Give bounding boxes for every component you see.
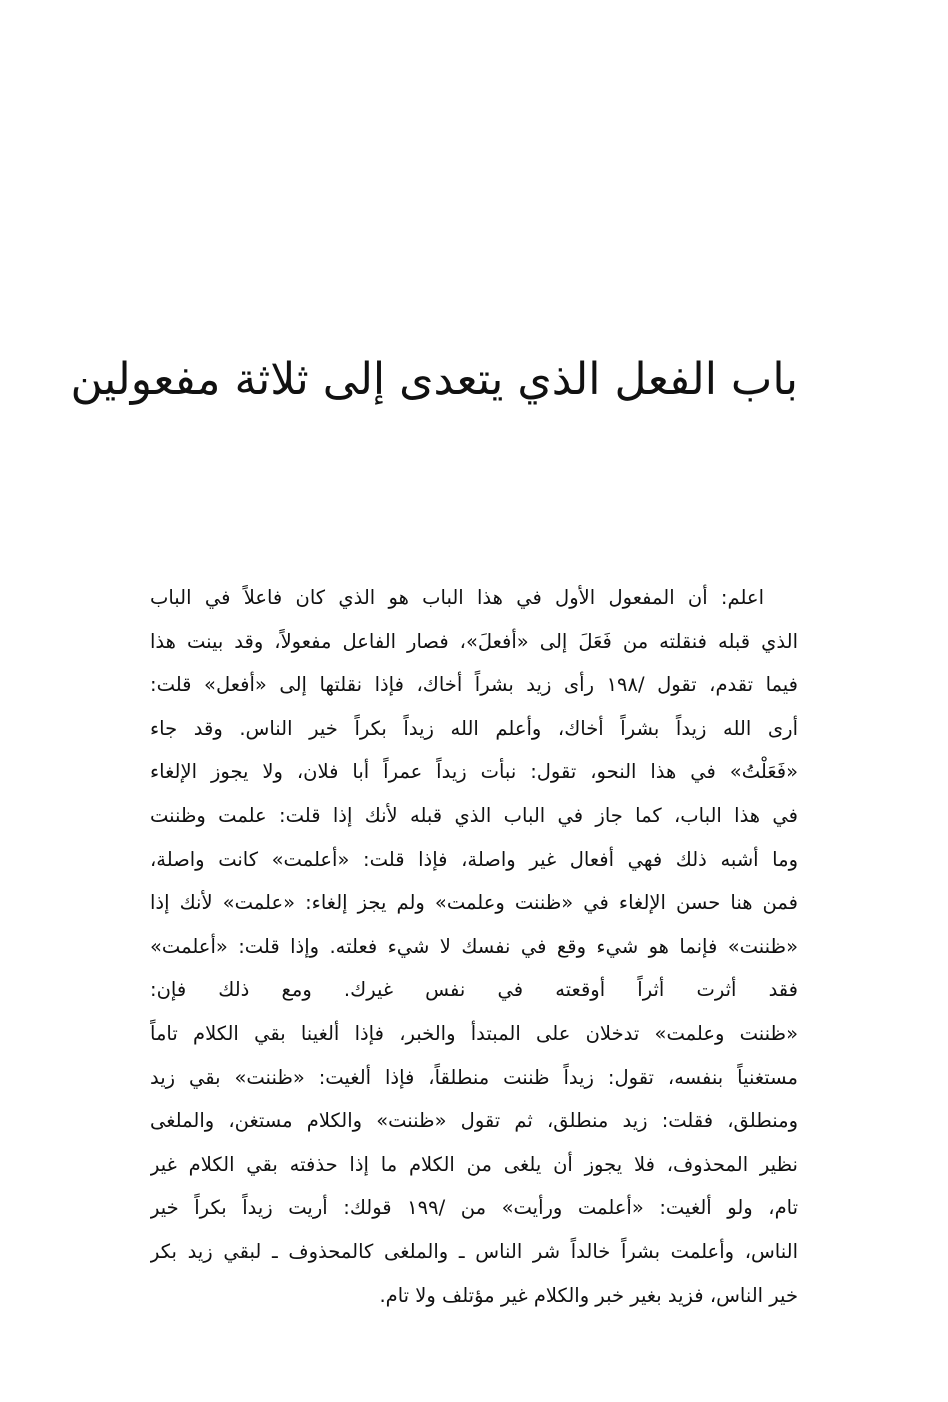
body-paragraph <box>150 576 798 1317</box>
text-line: خير الناس، فزيد بغير خبر والكلام غير مؤتلف ولا تام. <box>379 1283 798 1307</box>
text-line: «فَعَلْتُ» في هذا النحو، تقول: نبأت زيداً عمراً أبا فلان، ولا يجوز الإلغاء <box>150 760 798 784</box>
text-line: فمن هنا حسن الإلغاء في «ظننت وعلمت» ولم يجز إلغاء: «علمت» لأنك إذا <box>150 891 798 915</box>
text-line: الذي قبله فنقلته من فَعَلَ إلى «أفعلَ»، فصار الفاعل مفعولاً، وقد بينت هذا <box>150 629 798 653</box>
text-line: تام، ولو ألغيت: «أعلمت ورأيت» من /١٩٩ قولك: أريت زيداً بكراً خير <box>150 1196 798 1220</box>
text-line: فقد أثرت أثراً أوقعته في نفس غيرك. ومع ذلك فإن: <box>150 978 798 1002</box>
text-line: «ظننت وعلمت» تدخلان على المبتدأ والخبر، فإذا ألغينا بقي الكلام تاماً <box>150 1021 798 1045</box>
text-line: وما أشبه ذلك فهي أفعال غير واصلة، فإذا قلت: «أعلمت» كانت واصلة، <box>150 847 798 871</box>
text-line: ومنطلق، فقلت: زيد منطلق، ثم تقول «ظننت» والكلام مستغن، والملغى <box>150 1109 798 1133</box>
text-line: أرى الله زيداً بشراً أخاك، وأعلم الله زيداً بكراً خير الناس. وقد جاء <box>150 716 798 740</box>
text-line: نظير المحذوف، فلا يجوز أن يلغى من الكلام ما إذا حذفته بقي الكلام غير <box>150 1152 798 1176</box>
text-line: «ظننت» فإنما هو شيء وقع في نفسك لا شيء فعلته. وإذا قلت: «أعلمت» <box>150 934 798 958</box>
text-line: الناس، وأعلمت بشراً خالداً شر الناس ـ والملغى كالمحذوف ـ لبقي زيد بكر <box>150 1239 798 1263</box>
chapter-title: باب الفعل الذي يتعدى إلى ثلاثة مفعولين <box>70 354 798 405</box>
text-line: فيما تقدم، تقول /١٩٨ رأى زيد بشراً أخاك، فإذا نقلتها إلى «أفعل» قلت: <box>150 673 798 697</box>
text-line: مستغنياً بنفسه، تقول: زيداً ظننت منطلقاً، فإذا ألغيت: «ظننت» بقي زيد <box>150 1065 798 1089</box>
text-line: اعلم: أن المفعول الأول في هذا الباب هو الذي كان فاعلاً في الباب <box>150 586 764 609</box>
text-line: في هذا الباب، كما جاز في الباب الذي قبله لأنك إذا قلت: علمت وظننت <box>150 803 798 827</box>
